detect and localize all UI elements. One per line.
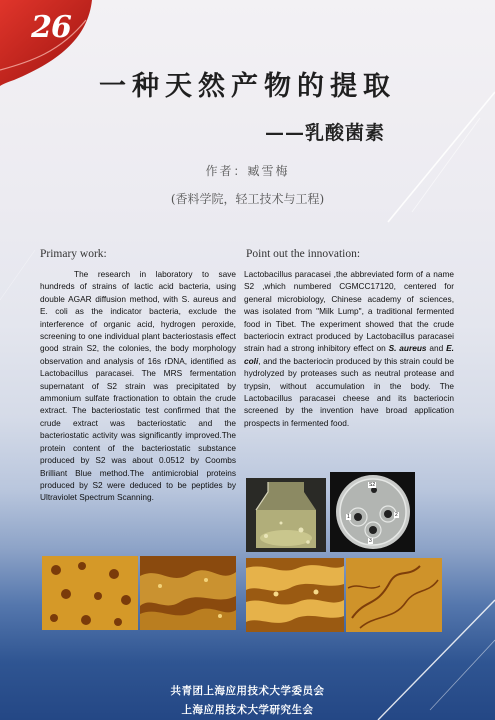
poster-subtitle: ——乳酸菌素 xyxy=(265,122,386,144)
micrograph-1 xyxy=(42,556,138,630)
affiliation-line: (香料学院，轻工技术与工程) xyxy=(170,192,325,206)
primary-work-body: The research in laboratory to save hundreds of strains of lactic acid bacteria, using double AGAR diffusion method, with S. aureus and E. coli as the indicator bacteria, exclude the interference of organic acid, hydrogen peroxide, screening to one individual plant bacteriostasis effect good strain S2, the colonies, the body morphology observation and analysis of 16s rDNA, identified as Lactobacillus paracasei. The MRS fermentation supernatant of S2 strain was precipitated by ammonium sulfate fractionation to obtain the crude extract. The bacteriostatic test confirmed that the crude extract was bacteriostatic and the bacteriostatic activity was significantly improved.The protein content of the bacteriostatic substance produced by S2 was about 0.0512 by Coombs Brilliant Blue method.The antimicrobial proteins produced by S2 were deduced to be peptides by Ultraviolet Spectrum Scanning. xyxy=(40,269,236,503)
petri-dish-photo xyxy=(330,472,415,552)
light-streak xyxy=(0,250,35,300)
flask-photo xyxy=(246,478,326,552)
petri-label: 3 xyxy=(369,538,372,544)
micrograph-3 xyxy=(246,558,344,632)
innovation-text: Lactobacillus paracasei ,the abbreviated form of a name S2 ,which numbered CGMCC17120, centered for general microbiology, Chinese academy of sciences, was isolated from "Milk Lump", a traditional fermented food in Tibet. The experiment showed that the crude bacteriocin extract produced by Lactobacillus paracasei strain had a strong inhibitory effect on S. aureus and E. coli, and the bacteriocin produced by this strain could be hydrolyzed by proteases such as neutral protease and trypsin, without accumulation in the body. The Lactobacillus paracasei cheese and its bacteriocin screened by the invention have broad application prospects in fermented food. xyxy=(244,269,454,428)
footer-line-1: 共青团上海应用技术大学委员会 xyxy=(170,685,325,697)
organism-name: E. coli xyxy=(244,343,454,366)
innovation-heading: Point out the innovation: xyxy=(246,248,361,260)
micrograph-4 xyxy=(346,558,442,632)
page-number-badge: 26 xyxy=(31,10,71,45)
petri-label: S2 xyxy=(369,482,376,488)
organism-name: S. aureus xyxy=(388,343,427,354)
author-line: 作者：臧雪梅 xyxy=(205,164,290,178)
footer-line-2: 上海应用技术大学研究生会 xyxy=(181,704,314,716)
petri-label: 1 xyxy=(347,514,350,520)
light-streak xyxy=(430,640,495,710)
micrograph-2 xyxy=(140,556,236,630)
primary-work-text xyxy=(40,268,236,504)
petri-label: 2 xyxy=(395,512,398,518)
primary-work-heading: Primary work: xyxy=(40,248,107,260)
poster-title: 一种天然产物的提取 xyxy=(99,71,396,102)
